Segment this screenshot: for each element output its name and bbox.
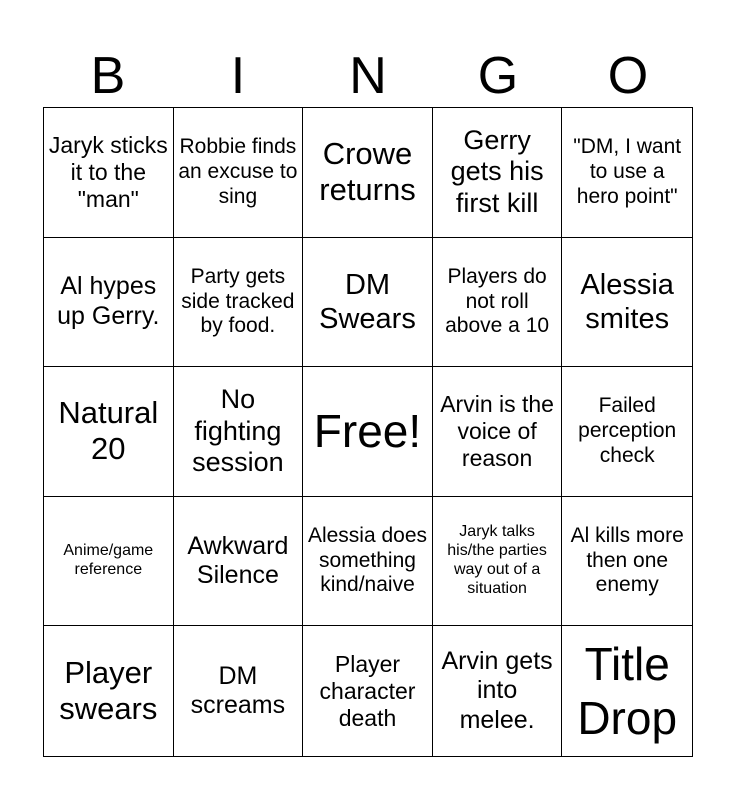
bingo-cell[interactable]: Gerry gets his first kill: [433, 108, 563, 238]
bingo-cell[interactable]: Crowe returns: [303, 108, 433, 238]
bingo-cell[interactable]: Alessia smites: [562, 238, 692, 368]
bingo-cell[interactable]: Anime/game reference: [44, 497, 174, 627]
bingo-cell[interactable]: Awkward Silence: [174, 497, 304, 627]
bingo-cell[interactable]: Arvin is the voice of reason: [433, 367, 563, 497]
header-letter-i: I: [230, 47, 246, 105]
bingo-cell[interactable]: DM screams: [174, 626, 304, 756]
bingo-cell[interactable]: Alessia does something kind/naive: [303, 497, 433, 627]
bingo-cell[interactable]: Jaryk sticks it to the "man": [44, 108, 174, 238]
bingo-cell[interactable]: DM Swears: [303, 238, 433, 368]
bingo-cell[interactable]: Natural 20: [44, 367, 174, 497]
bingo-board: [43, 107, 693, 757]
bingo-cell[interactable]: Al kills more then one enemy: [562, 497, 692, 627]
header-letter-n: N: [349, 47, 387, 105]
bingo-cell[interactable]: Al hypes up Gerry.: [44, 238, 174, 368]
bingo-cell[interactable]: Player swears: [44, 626, 174, 756]
header-letter-o: O: [607, 47, 649, 105]
free-space-cell[interactable]: Free!: [303, 367, 433, 497]
header-letter-b: B: [90, 47, 126, 105]
header-letter-g: G: [477, 47, 519, 105]
bingo-cell[interactable]: Players do not roll above a 10: [433, 238, 563, 368]
bingo-header: [43, 44, 693, 108]
bingo-cell[interactable]: Party gets side tracked by food.: [174, 238, 304, 368]
bingo-cell[interactable]: Title Drop: [577, 637, 678, 745]
bingo-cell[interactable]: Failed perception check: [562, 367, 692, 497]
bingo-cell[interactable]: Robbie finds an excuse to sing: [174, 108, 304, 238]
bingo-cell[interactable]: No fighting session: [174, 367, 304, 497]
bingo-cell[interactable]: Player character death: [303, 626, 433, 756]
bingo-cell[interactable]: "DM, I want to use a hero point": [562, 108, 692, 238]
bingo-cell[interactable]: Arvin gets into melee.: [433, 626, 563, 756]
bingo-cell[interactable]: Jaryk talks his/the parties way out of a situation: [433, 497, 563, 627]
